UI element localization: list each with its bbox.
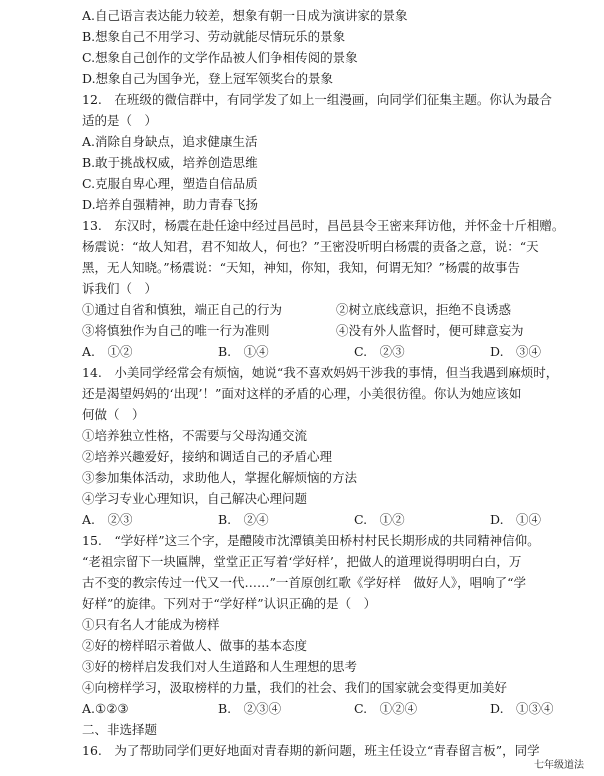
q15-stem-line-3: 古不变的教宗传过一代又一代……”一首原创红歌《学好样 做好人》，唱响了“学 [82, 575, 527, 590]
q15-choice-b: B. ②③④ [218, 701, 282, 716]
q15-stem-line-1: 15. “学好样”这三个字，是醴陵市沈潭镇美田桥村村民长期形成的共同精神信仰。 [82, 533, 540, 548]
q12-stem-line-2: 适的是（ ） [82, 113, 158, 128]
q11-option-d: D.想象自己为国争光，登上冠军领奖台的景象 [82, 71, 334, 86]
q13-stem-line-2: 杨震说：“故人知君，君不知故人，何也？”王密没听明白杨震的责备之意，说：“天 [82, 239, 539, 254]
q14-statement-1: ①培养独立性格，不需要与父母沟通交流 [82, 428, 308, 443]
q14-choice-c: C. ①② [354, 512, 405, 527]
q11-option-b: B.想象自己不用学习、劳动就能尽情玩乐的景象 [82, 29, 346, 44]
q14-statement-2: ②培养兴趣爱好，接纳和调适自己的矛盾心理 [82, 449, 333, 464]
page-footer-label: 七年级道法 [534, 760, 584, 771]
section-heading: 二、非选择题 [82, 722, 158, 737]
q15-statement-1: ①只有名人才能成为榜样 [82, 617, 220, 632]
q14-choice-b: B. ②④ [218, 512, 269, 527]
q15-statement-2: ②好的榜样昭示着做人、做事的基本态度 [82, 638, 308, 653]
q15-choice-a: A.①②③ [82, 701, 129, 716]
q15-stem-line-4: 好样”的旋律。下列对于“学好样”认识正确的是（ ） [82, 596, 377, 611]
q13-statement-4: ④没有外人监督时，便可肆意妄为 [336, 323, 524, 338]
q13-stem-line-3: 黑，无人知晓。”杨震说：“天知，神知，你知，我知，何谓无知？”杨震的故事告 [82, 260, 520, 275]
q13-choice-b: B. ①④ [218, 344, 269, 359]
q11-option-a: A.自己语言表达能力较差，想象有朝一日成为演讲家的景象 [82, 8, 408, 23]
q12-option-b: B.敢于挑战权威，培养创造思维 [82, 155, 258, 170]
q14-choices [82, 510, 541, 530]
q15-choice-d: D. ①③④ [490, 701, 554, 716]
q14-stem-line-1: 14. 小美同学经常会有烦恼，她说“我不喜欢妈妈干涉我的事情，但当我遇到麻烦时， [82, 365, 559, 380]
q15-statement-3: ③好的榜样启发我们对人生道路和人生理想的思考 [82, 659, 358, 674]
q15-stem-line-2: “老祖宗留下一块匾牌，堂堂正正写着‘学好样’，把做人的道理说得明明白白，万 [82, 554, 522, 569]
q14-stem-line-3: 何做（ ） [82, 407, 145, 422]
q14-choice-d: D. ①④ [490, 512, 542, 527]
q15-choices [82, 699, 554, 719]
q12-option-a: A.消除自身缺点，追求健康生活 [82, 134, 258, 149]
q13-choice-d: D. ③④ [490, 344, 542, 359]
q14-stem-line-2: 还是渴望妈妈的‘出现’！”面对这样的矛盾的心理，小美很彷徨。你认为她应该如 [82, 386, 522, 401]
q11-option-c: C.想象自己创作的文学作品被人们争相传阅的景象 [82, 50, 358, 65]
q13-choices [82, 342, 541, 362]
q13-statement-2: ②树立底线意识，拒绝不良诱惑 [336, 302, 512, 317]
q16-stem-line-1: 16. 为了帮助同学们更好地面对青春期的新问题，班主任设立“青春留言板”，同学 [82, 743, 540, 758]
q12-option-d: D.培养自强精神，助力青春飞扬 [82, 197, 259, 212]
q13-statement-1: ①通过自省和慎独，端正自己的行为 [82, 302, 283, 317]
q13-statement-3: ③将慎独作为自己的唯一行为准则 [82, 323, 270, 338]
q14-statement-3: ③参加集体活动，求助他人，掌握化解烦恼的方法 [82, 470, 358, 485]
q13-choice-c: C. ②③ [354, 344, 405, 359]
q13-stem-line-4: 诉我们（ ） [82, 281, 158, 296]
q15-choice-c: C. ①②④ [354, 701, 418, 716]
q15-statement-4: ④向榜样学习，汲取榜样的力量，我们的社会、我们的国家就会变得更加美好 [82, 680, 508, 695]
q13-stem-line-1: 13. 东汉时，杨震在赴任途中经过昌邑时，昌邑县令王密来拜访他，并怀金十斤相赠。 [82, 218, 565, 233]
q14-statement-4: ④学习专业心理知识，自己解决心理问题 [82, 491, 308, 506]
q13-choice-a: A. ①② [82, 344, 133, 359]
q12-stem-line-1: 12. 在班级的微信群中，有同学发了如上一组漫画，向同学们征集主题。你认为最合 [82, 92, 552, 107]
q14-choice-a: A. ②③ [82, 512, 133, 527]
q12-option-c: C.克服自卑心理，塑造自信品质 [82, 176, 258, 191]
